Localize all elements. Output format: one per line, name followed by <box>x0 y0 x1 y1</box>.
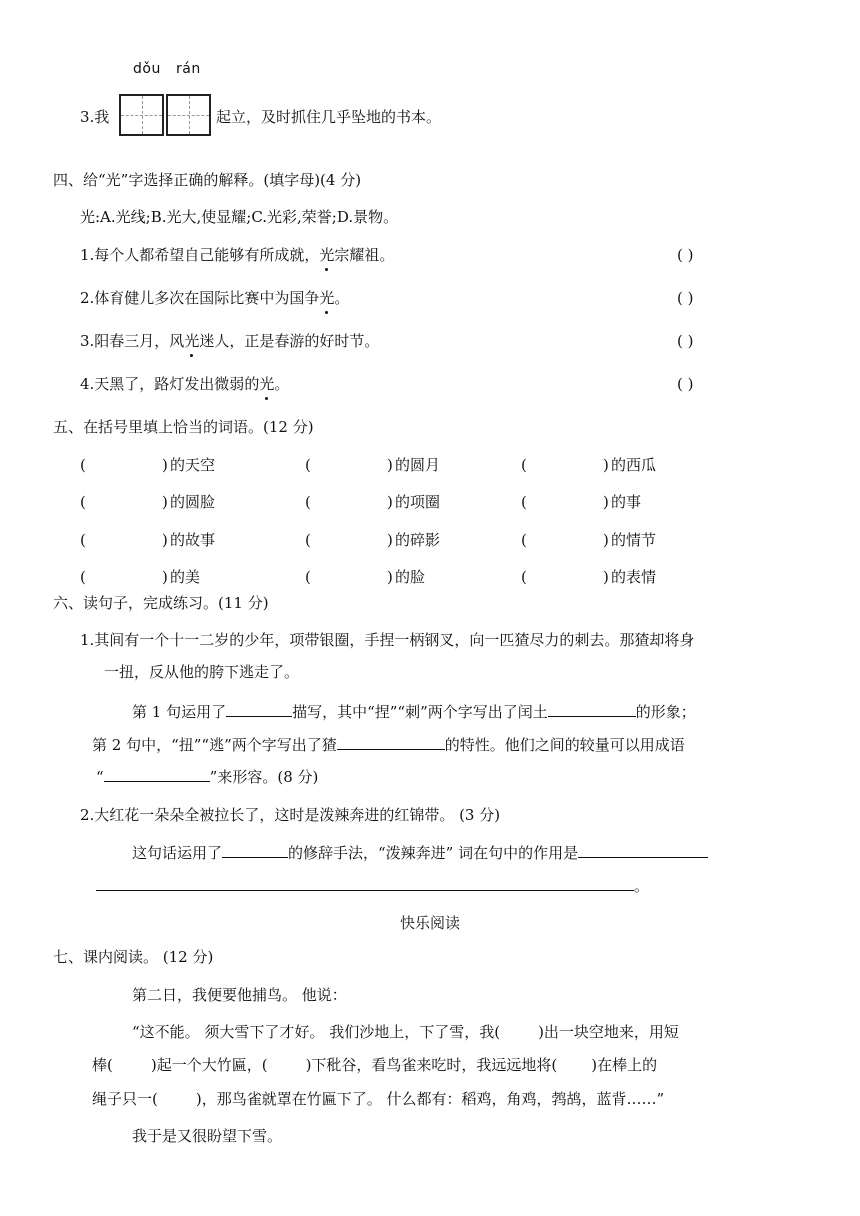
section-4-options: 光:A.光线;B.光大,使显耀;C.光彩,荣誉;D.景物。 <box>80 208 399 226</box>
answer-underline[interactable] <box>337 735 445 750</box>
word-item: 的圆脸 <box>170 493 216 511</box>
emphasis-char: 光 <box>319 289 335 307</box>
fill-blank-open[interactable]: ( <box>305 531 311 549</box>
reading-paragraph-1: 第二日，我便要他捕鸟。 他说： <box>132 986 347 1004</box>
sec6-q1-line1: 1.其间有一个十一二岁的少年，项带银圈，手捏一柄钢叉，向一匹猹尽力的刺去。那猹却将身 <box>80 631 695 649</box>
answer-underline[interactable] <box>548 702 636 717</box>
word-item: 的项圈 <box>395 493 441 511</box>
emphasis-char: 光 <box>319 246 335 264</box>
answer-underline[interactable] <box>226 702 292 717</box>
fill-blank-open[interactable]: ( <box>80 456 86 474</box>
section-5-title: 五、在括号里填上恰当的词语。(12 分) <box>53 418 314 436</box>
word-item: 的碎影 <box>395 531 441 549</box>
fill-blank-open[interactable]: ( <box>305 456 311 474</box>
answer-underline[interactable] <box>578 843 708 858</box>
fill-blank-close[interactable]: ) <box>387 493 393 511</box>
section-6-title: 六、读句子，完成练习。(11 分) <box>53 594 269 612</box>
grid-cell-2[interactable] <box>166 94 211 136</box>
fill-blank-open[interactable]: ( <box>521 531 527 549</box>
answer-underline[interactable] <box>222 843 288 858</box>
sec6-q2-answer-line2: 。 <box>96 876 649 896</box>
reading-line-2: 棒( )起一个大竹匾，( )下秕谷，看鸟雀来吃时，我远远地将( )在棒上的 <box>92 1056 658 1074</box>
section-heading: 快乐阅读 <box>399 914 460 932</box>
pinyin-ran: rán <box>176 61 201 77</box>
answer-blank-4[interactable]: ( ) <box>677 375 694 393</box>
fill-blank-open[interactable]: ( <box>80 493 86 511</box>
emphasis-char: 光 <box>259 375 275 393</box>
fill-blank-open[interactable]: ( <box>521 456 527 474</box>
word-item: 的西瓜 <box>611 456 657 474</box>
fill-blank-open[interactable]: ( <box>80 531 86 549</box>
word-item: 的美 <box>170 568 201 586</box>
fill-blank-close[interactable]: ) <box>603 493 609 511</box>
word-item: 的天空 <box>170 456 216 474</box>
word-item: 的表情 <box>611 568 657 586</box>
fill-blank-open[interactable]: ( <box>80 568 86 586</box>
answer-blank-3[interactable]: ( ) <box>677 332 694 350</box>
fill-blank-close[interactable]: ) <box>603 568 609 586</box>
fill-blank-open[interactable]: ( <box>521 568 527 586</box>
pinyin-dou: dǒu <box>133 61 161 77</box>
section-7-title: 七、课内阅读。 (12 分) <box>53 948 214 966</box>
answer-underline[interactable] <box>96 876 634 891</box>
section-4-title: 四、给“光”字选择正确的解释。(填字母)(4 分) <box>53 171 362 189</box>
sec4-item-2: 2.体育健儿多次在国际比赛中为国争光。 <box>80 289 350 307</box>
fill-blank-close[interactable]: ) <box>162 493 168 511</box>
grid-cell-1[interactable] <box>119 94 164 136</box>
word-item: 的情节 <box>611 531 657 549</box>
emphasis-char: 光 <box>184 332 200 350</box>
fill-blank-close[interactable]: ) <box>387 456 393 474</box>
fill-blank-open[interactable]: ( <box>305 493 311 511</box>
reading-line-1: “这不能。 须大雪下了才好。 我们沙地上，下了雪，我( )出一块空地来，用短 <box>132 1023 679 1041</box>
fill-blank-close[interactable]: ) <box>387 568 393 586</box>
q3-number: 3.我 <box>80 108 110 126</box>
sec6-q1-answer-b: 第 2 句中，“扭”“逃”两个字写出了猹 的特性。他们之间的较量可以用成语 <box>92 736 685 754</box>
fill-blank-close[interactable]: ) <box>162 456 168 474</box>
sec6-q2-answer: 这句话运用了 的修辞手法，“泼辣奔进” 词在句中的作用是 <box>132 843 708 863</box>
reading-line-3: 绳子只一( )，那鸟雀就罩在竹匾下了。 什么都有：稻鸡，角鸡，鹁鸪，蓝背……” <box>92 1090 665 1108</box>
fill-blank-open[interactable]: ( <box>305 568 311 586</box>
sec4-item-3: 3.阳春三月，风光迷人，正是春游的好时节。 <box>80 332 380 350</box>
sec4-item-4: 4.天黑了，路灯发出微弱的光。 <box>80 375 290 393</box>
sec4-item-1: 1.每个人都希望自己能够有所成就，光宗耀祖。 <box>80 246 395 264</box>
fill-blank-close[interactable]: ) <box>603 531 609 549</box>
reading-paragraph-3: 我于是又很盼望下雪。 <box>132 1127 283 1145</box>
fill-blank-close[interactable]: ) <box>162 568 168 586</box>
fill-blank-open[interactable]: ( <box>521 493 527 511</box>
sec6-q1-answer-a: 第 1 句运用了 描写，其中“捏”“刺”两个字写出了闰土 的形象； <box>132 703 696 721</box>
sec6-q1-line2: 一扭，反从他的胯下逃走了。 <box>104 663 300 681</box>
word-item: 的圆月 <box>395 456 441 474</box>
character-writing-grid[interactable] <box>119 94 213 138</box>
word-item: 的故事 <box>170 531 216 549</box>
fill-blank-close[interactable]: ) <box>387 531 393 549</box>
sec6-q2-line1: 2.大红花一朵朵全被拉长了，这时是泼辣奔进的红锦带。 (3 分) <box>80 806 501 824</box>
sec6-q1-answer-c: “ ”来形容。(8 分) <box>96 768 319 786</box>
answer-underline[interactable] <box>104 767 210 782</box>
fill-blank-close[interactable]: ) <box>603 456 609 474</box>
word-item: 的脸 <box>395 568 426 586</box>
q3-sentence-rest: 起立，及时抓住几乎坠地的书本。 <box>216 108 442 126</box>
fill-blank-close[interactable]: ) <box>162 531 168 549</box>
word-item: 的事 <box>611 493 642 511</box>
answer-blank-1[interactable]: ( ) <box>677 246 694 264</box>
answer-blank-2[interactable]: ( ) <box>677 289 694 307</box>
